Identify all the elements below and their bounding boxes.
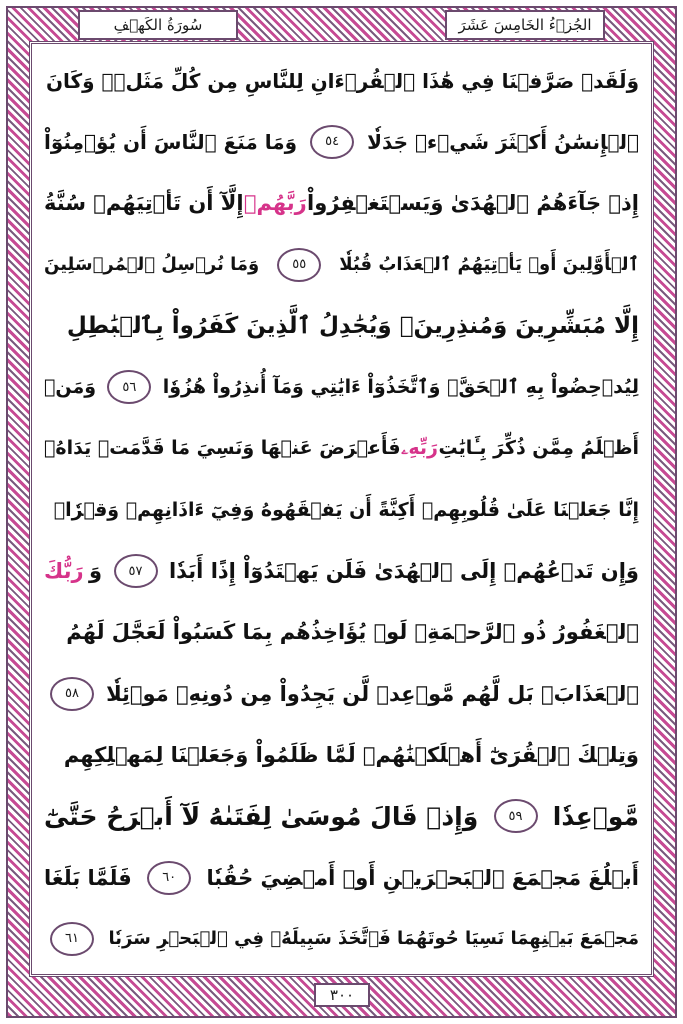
verse-line [44,602,639,663]
verse-text: ٱلۡإِنسَٰنُ أَكۡثَرَ شَيۡءٖ جَدَلٗا [367,129,639,154]
verse-line [44,111,639,172]
verse-line [44,50,639,111]
verse-text: وَ [89,559,103,584]
verse-line [44,724,639,785]
highlighted-word: رَبِّهِۦ [401,437,438,460]
verse-text: وَإِذۡ قَالَ مُوسَىٰ لِفَتَىٰهُ لَآ أَبۡرَحُ حَتَّىٰٓ [44,801,479,831]
mushaf-text [44,50,639,970]
verse-line [44,356,639,417]
page-number: ٣٠٠ [314,983,370,1007]
ayah-number-marker: ٥٩ [494,799,538,833]
verse-line [44,173,639,234]
verse-text: وَمَا نُرۡسِلُ ٱلۡمُرۡسَلِينَ [44,254,260,276]
ayah-number-marker: ٦٠ [147,861,191,895]
verse-text: وَمَا مَنَعَ ٱلنَّاسَ أَن يُؤۡمِنُوٓاْ [44,129,298,154]
verse-text: أَظۡلَمُ مِمَّن ذُكِّرَ بِـَٔايَٰتِ [438,437,639,460]
verse-text: فَأَعۡرَضَ عَنۡهَا وَنَسِيَ مَا قَدَّمَتۡ يَدَاهُۚ [44,437,401,460]
verse-text: وَمَنۡ [44,376,97,399]
verse-text: إِنَّا جَعَلۡنَا عَلَىٰ قُلُوبِهِمۡ أَكِنَّةً أَن يَفۡقَهُوهُ وَفِيٓ ءَاذَانِهِمۡ وَقۡرٗاۖ [53,498,639,521]
verse-line [44,295,639,356]
verse-text: إِلَّآ أَن تَأۡتِيَهُمۡ سُنَّةُ [44,191,244,216]
ayah-number-marker: ٥٧ [114,554,158,588]
verse-line [44,418,639,479]
verse-text: ٱلۡغَفُورُ ذُو ٱلرَّحۡمَةِۖ لَوۡ يُؤَاخِذُهُم بِمَا كَسَبُواْ لَعَجَّلَ لَهُمُ [66,620,639,645]
highlighted-word: رَبُّكَ [44,559,84,584]
verse-text: مَجۡمَعَ بَيۡنِهِمَا نَسِيَا حُوتَهُمَا فَٱتَّخَذَ سَبِيلَهُۥ فِي ٱلۡبَحۡرِ سَرَبٗا [108,928,639,950]
verse-text: لِيُدۡحِضُواْ بِهِ ٱلۡحَقَّۖ وَٱتَّخَذُوٓاْ ءَايَٰتِي وَمَآ أُنذِرُواْ هُزُوٗا [162,376,639,399]
verse-line [44,479,639,540]
verse-line [44,786,639,847]
verse-line [44,663,639,724]
verse-text: ٱلۡعَذَابَۚ بَل لَّهُم مَّوۡعِدٞ لَّن يَجِدُواْ مِن دُونِهِۦ مَوۡئِلٗا [106,681,639,706]
verse-text: مَّوۡعِدٗا [552,801,639,831]
verse-text: وَتِلۡكَ ٱلۡقُرَىٰٓ أَهۡلَكۡنَٰهُمۡ لَمَّا ظَلَمُواْ وَجَعَلۡنَا لِمَهۡلِكِهِم [63,742,639,767]
verse-text: وَلَقَدۡ صَرَّفۡنَا فِي هَٰذَا ٱلۡقُرۡءَانِ لِلنَّاسِ مِن كُلِّ مَثَلٖۚ وَكَانَ [45,68,639,93]
ayah-number-marker: ٥٥ [277,248,321,282]
highlighted-word: رَبَّهُمۡ [243,191,307,216]
verse-line [44,540,639,601]
juz-name-label: الجُزۡءُ الخَامِسَ عَشَرَ [445,10,605,40]
surah-name-label: سُورَةُ الكَهۡفِ [78,10,238,40]
verse-text: إِذۡ جَآءَهُمُ ٱلۡهُدَىٰ وَيَسۡتَغۡفِرُواْ [307,191,639,216]
verse-text: إِلَّا مُبَشِّرِينَ وَمُنذِرِينَۚ وَيُجَٰدِلُ ٱلَّذِينَ كَفَرُواْ بِٱلۡبَٰطِلِ [66,312,639,339]
verse-text: وَإِن تَدۡعُهُمۡ إِلَى ٱلۡهُدَىٰ فَلَن يَهۡتَدُوٓاْ إِذًا أَبَدٗا [168,559,639,584]
ayah-number-marker: ٦١ [50,922,94,956]
verse-line [44,847,639,908]
verse-text: فَلَمَّا بَلَغَا [44,865,132,890]
verse-line [44,908,639,969]
ayah-number-marker: ٥٦ [107,370,151,404]
ayah-number-marker: ٥٨ [50,677,94,711]
ayah-number-marker: ٥٤ [310,125,354,159]
verse-line [44,234,639,295]
verse-text: ٱلۡأَوَّلِينَ أَوۡ يَأۡتِيَهُمُ ٱلۡعَذَابُ قُبُلٗا [339,254,639,276]
verse-text: أَبۡلُغَ مَجۡمَعَ ٱلۡبَحۡرَيۡنِ أَوۡ أَمۡضِيَ حُقُبٗا [206,865,639,890]
